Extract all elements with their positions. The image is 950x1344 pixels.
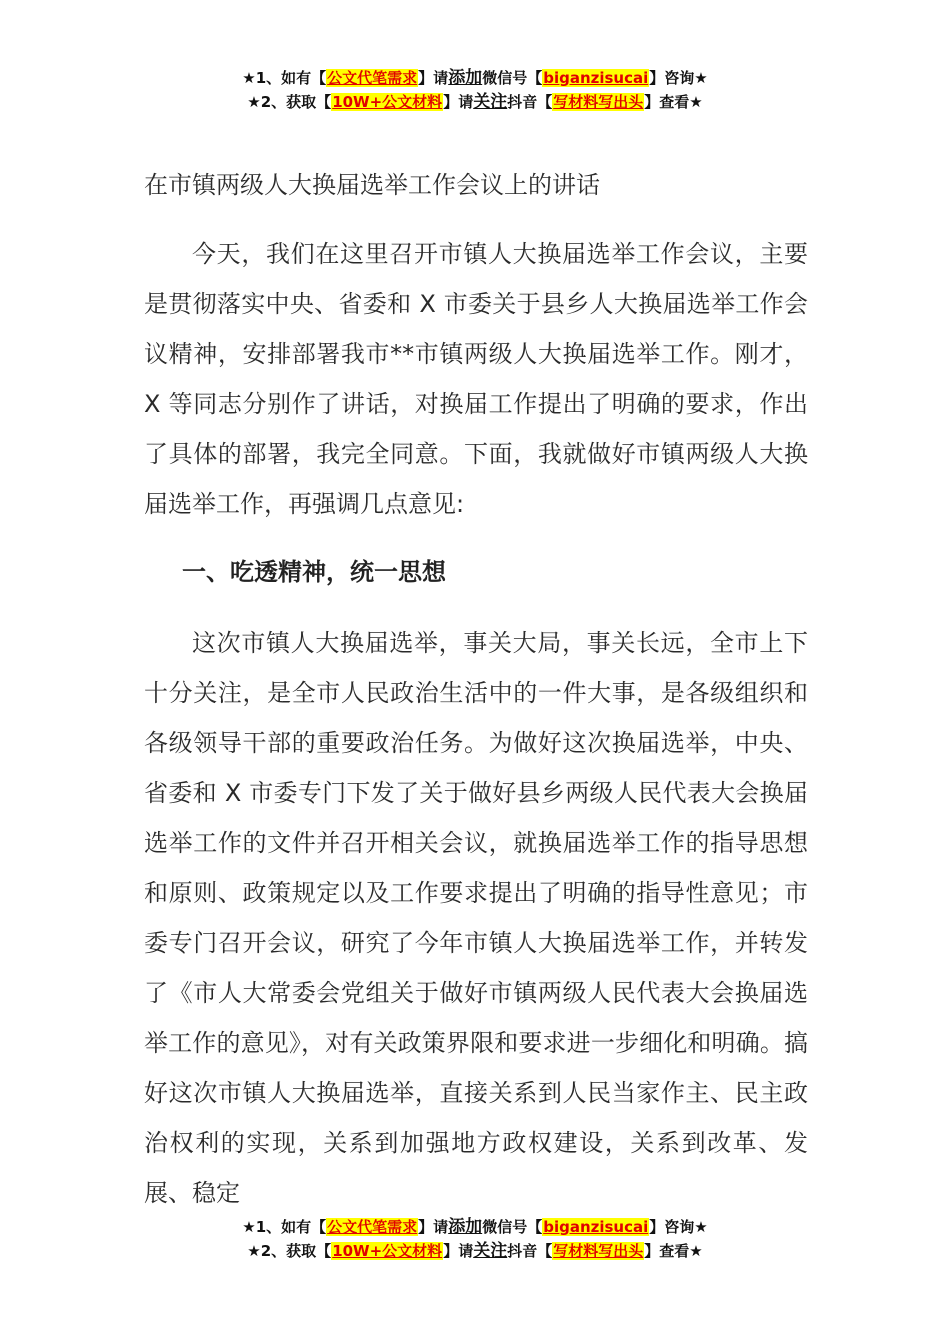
top-banner (0, 66, 950, 114)
banner-emphasis: 添加 (448, 68, 483, 88)
document-title: 在市镇两级人大换届选举工作会议上的讲话 (144, 171, 600, 199)
banner-line-2 (0, 1239, 950, 1263)
banner-text: 】咨询★ (649, 69, 708, 87)
banner-text: 微信号【 (482, 69, 543, 87)
banner-line-2 (0, 90, 950, 114)
highlight-ghostwriting: 公文代笔需求 (327, 69, 418, 87)
banner-text: ★1、如有【 (242, 69, 327, 87)
banner-text: 抖音【 (507, 1242, 553, 1260)
banner-emphasis: 关注 (473, 1241, 508, 1261)
banner-line-1 (0, 1215, 950, 1239)
highlight-douyin-account: 写材料写出头 (553, 1242, 644, 1260)
section-heading: 一、吃透精神，统一思想 (182, 558, 446, 586)
banner-line-1 (0, 66, 950, 90)
highlight-ghostwriting: 公文代笔需求 (327, 1218, 418, 1236)
banner-text: ★2、获取【 (247, 1242, 332, 1260)
highlight-materials: 10W+公文材料 (332, 1242, 443, 1260)
banner-emphasis: 关注 (473, 92, 508, 112)
banner-text: 】查看★ (644, 1242, 703, 1260)
bottom-banner (0, 1215, 950, 1263)
paragraph-section-1: 这次市镇人大换届选举，事关大局，事关长远，全市上下十分关注，是全市人民政治生活中的一件大事，是各级组织和各级领导干部的重要政治任务。为做好这次换届选举，中央、省委和 X 市委专门下发了关于做好县乡两级人民代表大会换届选举工作的文件并召开相关会议，就换届选举工作的指导思想和原则、政策规定以及工作要求提出了明确的指导性意见；市委专门召开会议，研究了今年市镇人大换届选举工作，并转发了《市人大常委会党组关于做好市镇两级人民代表大会换届选举工作的意见》，对有关政策界限和要求进一步细化和明确。搞好这次市镇人大换届选举，直接关系到人民当家作主、民主政治权利的实现，关系到加强地方政权建设，关系到改革、发展、稳定 (144, 629, 808, 1207)
highlight-douyin-account: 写材料写出头 (553, 93, 644, 111)
banner-text: 】请 (443, 93, 474, 111)
paragraph-intro: 今天，我们在这里召开市镇人大换届选举工作会议，主要是贯彻落实中央、省委和 X 市委关于县乡人大换届选举工作会议精神，安排部署我市**市镇两级人大换届选举工作。刚才，X 等同志分别作了讲话，对换届工作提出了明确的要求，作出了具体的部署，我完全同意。下面，我就做好市镇两级人大换届选举工作，再强调几点意见: (144, 240, 808, 518)
banner-text: ★2、获取【 (247, 93, 332, 111)
banner-text: ★1、如有【 (242, 1218, 327, 1236)
banner-text: 】请 (418, 69, 449, 87)
banner-text: 抖音【 (507, 93, 553, 111)
highlight-wechat-id: biganzisucai (543, 69, 649, 87)
highlight-wechat-id: biganzisucai (543, 1218, 649, 1236)
banner-text: 】查看★ (644, 93, 703, 111)
banner-text: 】请 (418, 1218, 449, 1236)
banner-text: 】请 (443, 1242, 474, 1260)
banner-text: 微信号【 (482, 1218, 543, 1236)
highlight-materials: 10W+公文材料 (332, 93, 443, 111)
banner-text: 】咨询★ (649, 1218, 708, 1236)
banner-emphasis: 添加 (448, 1217, 483, 1237)
